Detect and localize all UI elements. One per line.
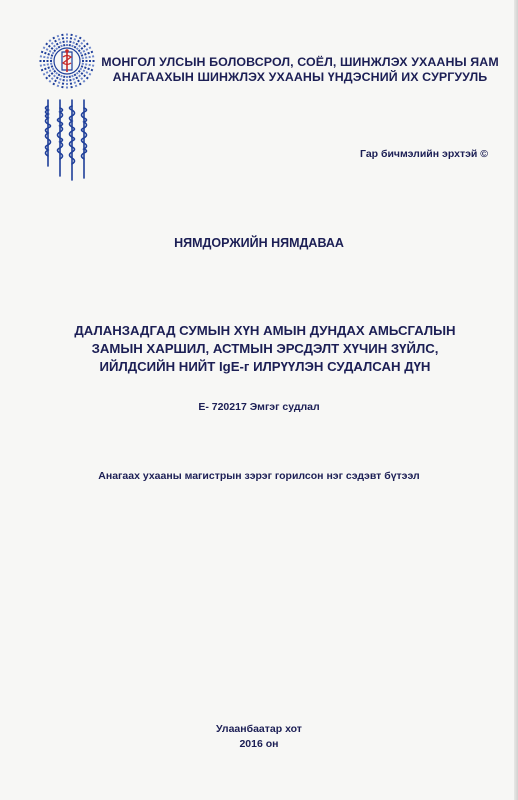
emblem-ray bbox=[70, 76, 72, 90]
city: Улаанбаатар хот bbox=[216, 723, 302, 735]
emblem-ray bbox=[82, 56, 96, 58]
university-emblem-icon bbox=[36, 30, 98, 92]
degree-description: Анагаах ухааны магистрын зэрэг горилсон нэг сэдэвт бүтээл bbox=[98, 470, 420, 482]
title-line-1: ДАЛАНЗАДГАД СУМЫН ХҮН АМЫН ДУНДАХ АМЬСГАЛЫН bbox=[74, 323, 456, 338]
place-and-year bbox=[0, 722, 518, 752]
university-name: АНАГААХЫН ШИНЖЛЭХ УХААНЫ ҮНДЭСНИЙ ИХ СУРГУУЛЬ bbox=[112, 70, 488, 84]
page-edge bbox=[514, 0, 518, 800]
emblem-ray bbox=[82, 64, 96, 66]
title-line-2: ЗАМЫН ХАРШИЛ, АСТМЫН ЭРСДЭЛТ ХҮЧИН ЗҮЙЛС, bbox=[91, 341, 439, 356]
emblem-ray bbox=[38, 56, 52, 58]
author-name: НЯМДОРЖИЙН НЯМДАВАА bbox=[174, 236, 344, 250]
copyright-notice: Гар бичмэлийн эрхтэй © bbox=[360, 148, 488, 160]
ministry-name: МОНГОЛ УЛСЫН БОЛОВСРОЛ, СОЁЛ, ШИНЖЛЭХ УХААНЫ ЯАМ bbox=[101, 55, 499, 69]
emblem-ray bbox=[70, 32, 72, 46]
emblem-ray bbox=[38, 64, 52, 66]
specialty-code: E- 720217 Эмгэг судлал bbox=[198, 401, 320, 413]
emblem-ray bbox=[62, 32, 64, 46]
ministry-header bbox=[100, 55, 500, 85]
thesis-title bbox=[40, 322, 490, 376]
title-line-3: ИЙЛДСИЙН НИЙТ IgE-г ИЛРҮҮЛЭН СУДАЛСАН ДҮН bbox=[99, 359, 431, 374]
emblem-ray bbox=[62, 76, 64, 90]
mongolian-script-seal bbox=[40, 96, 98, 184]
year: 2016 он bbox=[239, 738, 279, 750]
